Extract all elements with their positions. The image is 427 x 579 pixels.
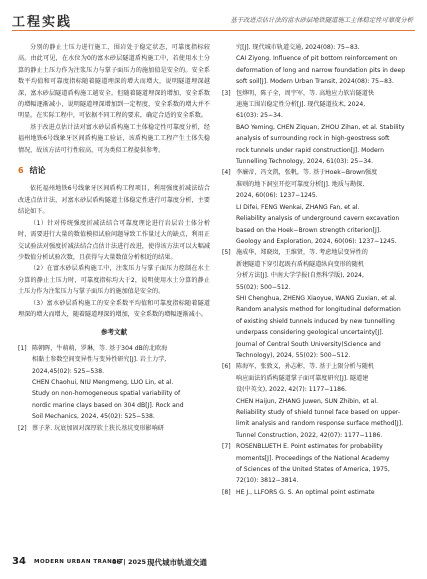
reference-text: 72(10): 3812−3814. bbox=[236, 477, 299, 485]
reference-item bbox=[222, 487, 414, 498]
magazine-name-cn: 现代城市轨道交通 bbox=[147, 558, 207, 567]
reference-text: HE J., LLFORS G. S. An optimal point estimate bbox=[236, 488, 375, 496]
page-footer bbox=[12, 553, 415, 571]
reference-text: ROSENBLUETH E. Point estimates for probability bbox=[236, 443, 383, 451]
reference-text: LI Difei, FENG Wenkai, ZHANG Fan, et al. bbox=[236, 203, 360, 211]
reference-text: 2024, 60(06): 1237−1245. bbox=[236, 192, 318, 200]
paragraph: （3）富水砂层盾构施工的安全系数平均值和可靠度指标随着隧道埋深的增大而增大，随着隧道埋深的增加，安全系数的增幅逐渐减小。 bbox=[18, 299, 210, 318]
reference-text: Tunnelling Technology, 2024, 61(03): 25−34. bbox=[236, 158, 374, 166]
reference-text: of existing shield tunnels induced by new tunnelling bbox=[236, 317, 395, 325]
references-title: 参考文献 bbox=[101, 328, 127, 337]
section-heading bbox=[18, 165, 210, 176]
paragraph: （2）在富水砂层盾构施工中，注浆压力与掌子面压力控制在水土分算的静止土压力时，可靠度指标均大于2，说明使用水土分算的静止土压力作为注浆压力与掌子面压力的施加值是安全的。 bbox=[18, 265, 210, 296]
running-title: 基于改进点估计法的富水砂层地铁隧道施工主体稳定性可靠度分析 bbox=[230, 17, 413, 24]
reference-item bbox=[222, 361, 414, 441]
reference-text: 新建隧道下穿引起既有盾构隧道纵向变形的随机 bbox=[236, 260, 364, 268]
reference-text: 陈海军，张敦义，孙志彬，等. 基于上限分析与随机 bbox=[236, 363, 374, 371]
reference-text: Technology), 2024, 55(02): 500−512. bbox=[236, 351, 351, 359]
reference-text: underpass considering geological uncertainty[J]. bbox=[236, 329, 384, 337]
reference-text: 李廉帝，冯文凯，张帆，等. 基于Hoek−Brown强度 bbox=[236, 169, 378, 177]
reference-index: [3] bbox=[222, 89, 231, 97]
reference-text: 包烨明，陈子全，周宇军，等. 高地应力软岩隧道快 bbox=[236, 89, 374, 97]
reference-index: [7] bbox=[222, 443, 231, 451]
section-number: 6 bbox=[18, 166, 24, 176]
reference-item bbox=[222, 167, 414, 247]
reference-text: 究[J]. 现代城市轨道交通, 2024(08): 75−83. bbox=[236, 44, 360, 51]
reference-text: 设(中英文), 2022, 42(7): 1177−1186. bbox=[236, 386, 347, 394]
reference-text: 2024,45(02): 525−538. bbox=[32, 367, 105, 375]
reference-text: analysis of surrounding rock in high-geostress soft bbox=[236, 135, 390, 143]
reference-text: 55(02): 500−512. bbox=[236, 283, 291, 291]
reference-text: 相黏土参数空间变异性与变异性研究[J]. 岩土力学, bbox=[32, 356, 167, 364]
reference-text: Random analysis method for longitudinal deformation bbox=[236, 306, 401, 314]
reference-text: moments[J]. Proceedings of the National Academy bbox=[236, 454, 390, 462]
conclusion-text bbox=[18, 183, 210, 320]
reference-text: 蔡子茅. 玩底加固对深厚软土狭长基坑变形影响研 bbox=[32, 424, 164, 432]
reference-list bbox=[222, 88, 414, 499]
reference-text: 陈朝晖，牛萌萌，罗琳，等. 基于304 dB的北欧海 bbox=[32, 344, 168, 352]
reference-text: CHEN Chaohui, NIU Mengmeng, LUO Lin, et al. bbox=[32, 378, 174, 386]
reference-text: Reliability study of shield tunnel face based on upper- bbox=[236, 409, 401, 416]
reference-continuation bbox=[222, 42, 414, 88]
reference-text: 速施工围岩稳定性分析[J]. 现代隧道技术, 2024, bbox=[236, 101, 366, 109]
page-header bbox=[0, 0, 427, 34]
reference-text: CHEN Haijun, ZHANG Juwen, SUN Zhibin, et al. bbox=[236, 397, 379, 405]
reference-text: Study on non-homogeneous spatial variability of bbox=[32, 390, 181, 398]
left-column bbox=[18, 42, 210, 434]
reference-text: rock tunnels under rapid construction[J]. Modern bbox=[236, 146, 385, 154]
paragraph: （1）针对传统强度折减法结合可靠度理论进行岩层岩土体分析时，需要进行大量的数值模拟试验问题导致工作量过大的缺点，利用正交试验法对强度折减法结合点估计法进行改进，使得该方法可以大幅减少数值分析试验次数，且获得与大量数值分析相近的结果。 bbox=[18, 219, 210, 261]
reference-text: based on the Hoek−Brown strength criterion[J]. bbox=[236, 226, 382, 234]
reference-text: soft soil[J]. Modern Urban Transit, 2024(08): 75−83. bbox=[236, 78, 394, 86]
paragraph: 依托福州地铁6号线象牙区间盾构工程项目，利用强度折减法结合改进点估计法，对富水砂层盾构隧道土体稳定性进行可靠度分析，主要结论如下。 bbox=[18, 185, 210, 216]
reference-text: of Sciences of the United States of America, 1975, bbox=[236, 466, 390, 474]
reference-index: [8] bbox=[222, 488, 231, 496]
reference-text: deformation of long and narrow foundation pits in deep bbox=[236, 66, 406, 74]
reference-item bbox=[18, 423, 210, 434]
reference-item bbox=[222, 441, 414, 487]
page-number: 34 bbox=[12, 556, 26, 567]
section-title: 结论 bbox=[29, 166, 46, 176]
reference-text: Journal of Central South University(Science and bbox=[236, 340, 381, 348]
reference-text: Tunnel Construction, 2022, 42(07): 1177−1186. bbox=[236, 431, 383, 439]
reference-text: 施成华，郑晓岚，王维贤，等. 考虑地层变异性的 bbox=[236, 249, 368, 257]
reference-text: limit analysis and random response surface method[J]. bbox=[236, 420, 404, 428]
paragraph: 分别的静止土压力进行施工，围岩处于稳定状态，可靠度指标较高。由此可见，在水位为0的富水砂层隧道盾构施工中，若使用水土分算的静止土压力作为注浆压力与掌子面压力的施加值是安全的。安全系数平均值和可靠度指标随着隧道埋深的增大而增大，说明隧道埋深越深，富水砂层隧道盾构施工越安全。但随着隧道埋深的增加，安全系数的增幅逐渐减小，说明隧道埋深增加到一定程度，安全系数的增大并不明显。在实际工程中，可依据不同工程的要求，确定合适的安全系数。 bbox=[18, 44, 210, 120]
reference-text: 准则的地下洞室开挖可靠度分析[J]. 地质与勘探, bbox=[236, 180, 365, 188]
reference-index: [6] bbox=[222, 363, 231, 371]
body-text-top bbox=[18, 42, 210, 156]
reference-text: CAI Ziyong. Influence of pit bottom reinforcement on bbox=[236, 55, 398, 63]
reference-item bbox=[222, 88, 414, 168]
reference-index: [4] bbox=[222, 169, 231, 177]
issue-number: 06 | 2025 bbox=[112, 558, 147, 566]
reference-index: [2] bbox=[18, 424, 27, 432]
reference-item bbox=[18, 343, 210, 423]
reference-list bbox=[18, 343, 210, 434]
reference-item bbox=[222, 247, 414, 361]
reference-text: nordic marine clays based on 304 dB[J]. Rock and bbox=[32, 401, 184, 409]
reference-text: 61(03): 25−34. bbox=[236, 112, 283, 120]
right-column bbox=[222, 42, 414, 498]
magazine-name: MODERN URBAN TRANSIT bbox=[34, 559, 124, 565]
reference-index: [5] bbox=[222, 249, 231, 257]
reference-index: [1] bbox=[18, 344, 27, 352]
reference-text: SHI Chenghua, ZHENG Xiaoyue, WANG Zuxian, et al. bbox=[236, 294, 397, 302]
reference-text: Reliability analysis of underground cavern excavation bbox=[236, 215, 400, 223]
reference-text: 响应面法的盾构隧道掌子面可靠度研究[J]. 隧道建 bbox=[236, 374, 369, 382]
reference-text: 分析方法[J]. 中南大学学报(自然科学版), 2024, bbox=[236, 272, 364, 280]
reference-text: Soil Mechanics, 2024, 45(02): 525−538. bbox=[32, 413, 155, 421]
header-divider bbox=[12, 30, 415, 31]
paragraph: 基于改进点估计法对富水砂层盾构施工主体稳定性可靠度分析，经福州地铁6号线象牙区间盾构施工验证，该盾构施工工程产生土体失稳情况，故该方法可行性较高，可为类似工程提供参考。 bbox=[18, 123, 210, 154]
reference-text: Geology and Exploration, 2024, 60(06): 1237−1245. bbox=[236, 237, 397, 245]
reference-text: BAO Yeming, CHEN Ziquan, ZHOU Zihan, et al. Stability bbox=[236, 123, 405, 131]
journal-section-label: 工程实践 bbox=[12, 15, 73, 30]
